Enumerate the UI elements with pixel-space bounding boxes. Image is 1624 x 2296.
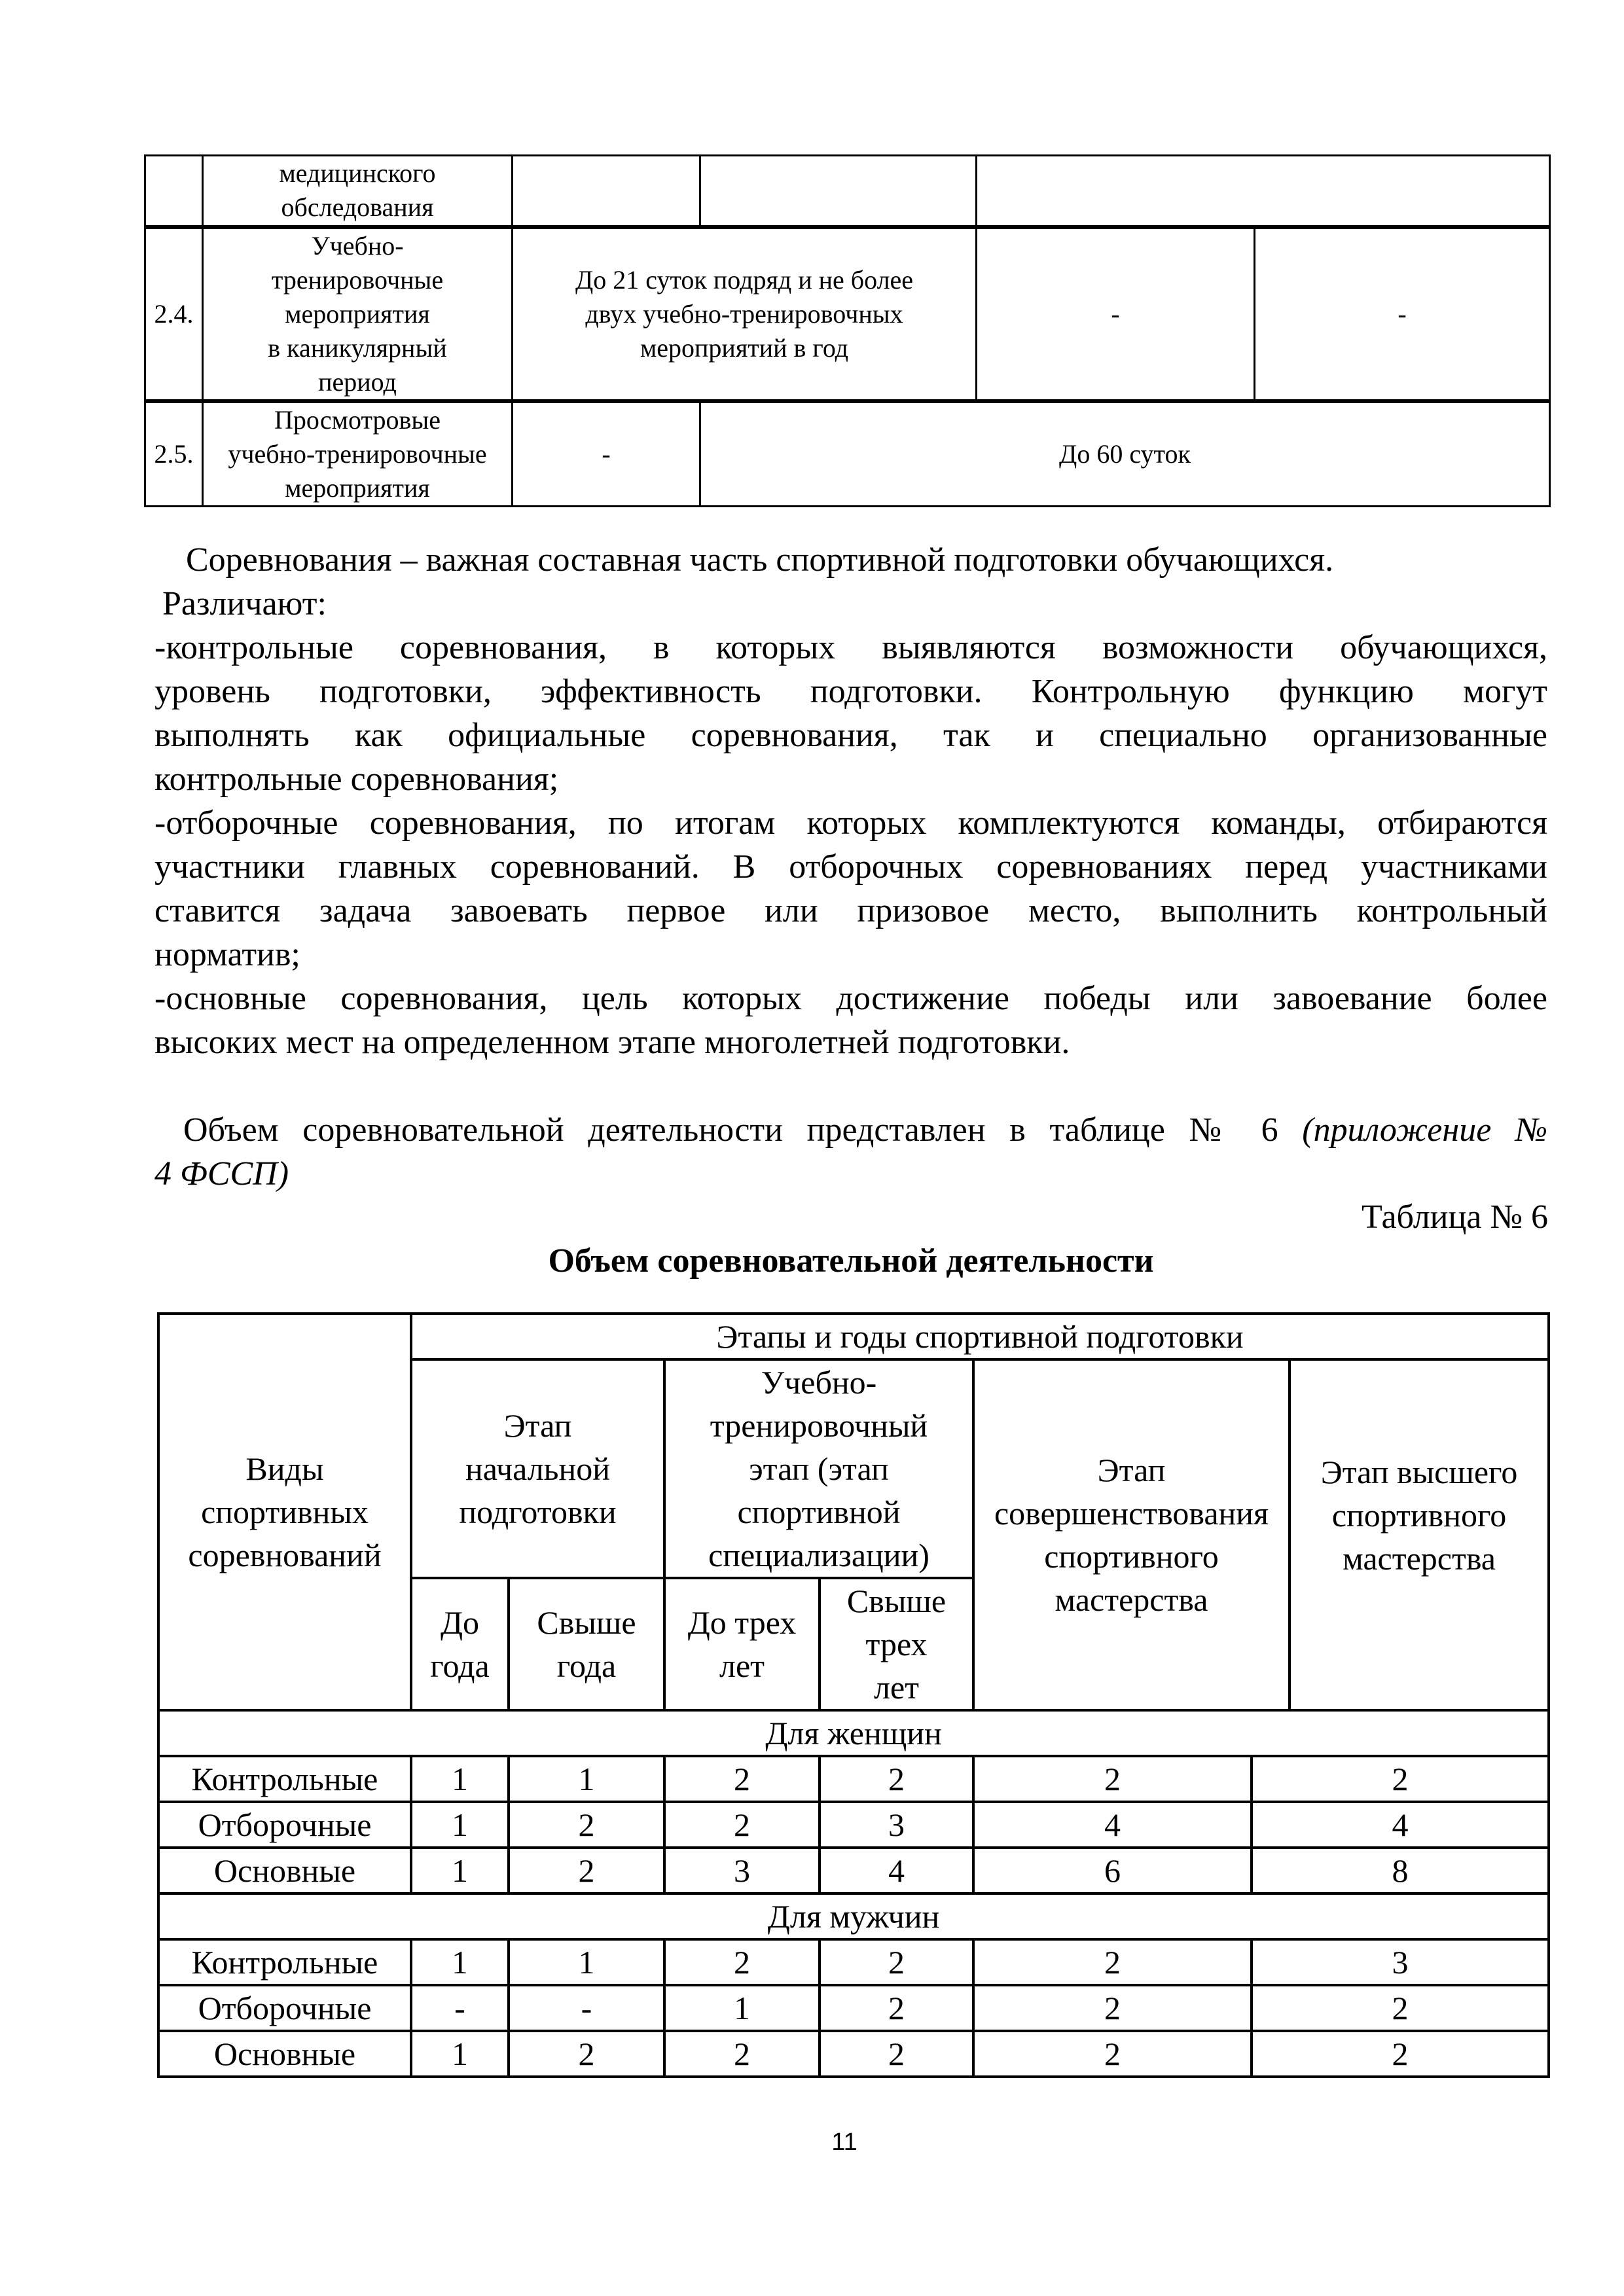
- cell: 2: [664, 1802, 820, 1848]
- paragraph-intro: Соревнования – важная составная часть спортивной подготовки обучающихся.: [186, 541, 1334, 579]
- row-label: Основные: [158, 1848, 411, 1893]
- cell: 2: [664, 1939, 820, 1985]
- cell: 1: [664, 1985, 820, 2031]
- event-name: Учебно- тренировочные мероприятия в каникулярный период: [203, 227, 513, 401]
- row-label: Отборочные: [158, 1802, 411, 1848]
- row-number: 2.4.: [145, 227, 203, 401]
- cell: -: [509, 1985, 664, 2031]
- cell: 2: [509, 1848, 664, 1893]
- section-title: Для мужчин: [158, 1893, 1549, 1939]
- table-label: Таблица № 6: [1361, 1198, 1548, 1236]
- paragraph-control-competitions: -контрольные соревнования, в которых выявляются возможности обучающихся, уровень подготовки, эффективность подготовки. Контрольную функцию могут выполнять как официальные соревнования, так и специально организованные контрольные соревнования;: [154, 629, 1547, 798]
- stage-header-highest: Этап высшего спортивного мастерства: [1290, 1359, 1549, 1710]
- cell: -: [1255, 227, 1550, 401]
- cell: 2: [973, 1985, 1252, 2031]
- cell: -: [411, 1985, 509, 2031]
- cell: [513, 156, 700, 227]
- cell: 2: [1252, 1756, 1549, 1802]
- cell: [700, 156, 977, 227]
- cell: 2: [820, 1756, 973, 1802]
- cell: 2: [820, 2031, 973, 2077]
- cell: 3: [820, 1802, 973, 1848]
- table-row: [158, 1939, 1549, 1985]
- table-title: Объем соревновательной деятельности: [548, 1242, 1154, 1280]
- paragraph-table-reference: Объем соревновательной деятельности представлен в таблице № 6 (приложение № 4 ФССП): [154, 1111, 1548, 1193]
- table-row: [145, 227, 1550, 401]
- section-row-women: [158, 1710, 1549, 1756]
- paragraph-qualifying-competitions: -отборочные соревнования, по итогам которых комплектуются команды, отбираются участники главных соревнований. В отборочных соревнованиях перед участниками ставится задача завоевать первое или призовое место, выполнить контрольный норматив;: [154, 804, 1547, 973]
- cell: 2: [973, 2031, 1252, 2077]
- cell: 3: [1252, 1939, 1549, 1985]
- duration-cell: До 21 суток подряд и не более двух учебно-тренировочных мероприятий в год: [513, 227, 977, 401]
- table-row: [158, 1985, 1549, 2031]
- subheader-over-year: Свыше года: [509, 1578, 664, 1710]
- table-row: [158, 1756, 1549, 1802]
- table-row: [145, 401, 1550, 507]
- cell: [977, 156, 1550, 227]
- section-title: Для женщин: [158, 1710, 1549, 1756]
- cell: 3: [664, 1848, 820, 1893]
- cell: 4: [1252, 1802, 1549, 1848]
- competition-volume-table: [157, 1312, 1550, 2078]
- row-number: [145, 156, 203, 227]
- cell: 1: [411, 1802, 509, 1848]
- cell: 2: [1252, 1985, 1549, 2031]
- cell: 2: [509, 1802, 664, 1848]
- cell: 6: [973, 1848, 1252, 1893]
- cell: 2: [973, 1939, 1252, 1985]
- row-label: Контрольные: [158, 1939, 411, 1985]
- cell: 2: [820, 1985, 973, 2031]
- row-label: Основные: [158, 2031, 411, 2077]
- row-label: Отборочные: [158, 1985, 411, 2031]
- table-row: [158, 2031, 1549, 2077]
- cell: 1: [411, 2031, 509, 2077]
- subheader-up-to-three-years: До трех лет: [664, 1578, 820, 1710]
- cell: -: [977, 227, 1255, 401]
- cell: 1: [509, 1756, 664, 1802]
- row-label: Контрольные: [158, 1756, 411, 1802]
- table-row: [158, 1802, 1549, 1848]
- cell: 2: [973, 1756, 1252, 1802]
- stage-header-improvement: Этап совершенствования спортивного мастерства: [973, 1359, 1290, 1710]
- event-name: медицинского обследования: [203, 156, 513, 227]
- cell: 4: [820, 1848, 973, 1893]
- cell: -: [513, 401, 700, 507]
- row-header: Виды спортивных соревнований: [158, 1314, 411, 1710]
- cell: 2: [664, 1756, 820, 1802]
- cell: 1: [411, 1848, 509, 1893]
- row-number: 2.5.: [145, 401, 203, 507]
- training-events-table: [144, 154, 1551, 507]
- table-row: [145, 156, 1550, 227]
- table-row: [158, 1848, 1549, 1893]
- cell: 4: [973, 1802, 1252, 1848]
- stage-header-training: Учебно- тренировочный этап (этап спортивной специализации): [664, 1359, 973, 1578]
- event-name: Просмотровые учебно-тренировочные мероприятия: [203, 401, 513, 507]
- cell: 2: [1252, 2031, 1549, 2077]
- section-row-men: [158, 1893, 1549, 1939]
- header-row: [158, 1314, 1549, 1359]
- subheader-over-three-years: Свыше трех лет: [820, 1578, 973, 1710]
- cell: 2: [820, 1939, 973, 1985]
- stage-header-initial: Этап начальной подготовки: [411, 1359, 664, 1578]
- paragraph-distinguish: Различают:: [162, 585, 327, 622]
- cell: 8: [1252, 1848, 1549, 1893]
- paragraph-main-competitions: -основные соревнования, цель которых достижение победы или завоевание более высоких мест на определенном этапе многолетней подготовки.: [154, 980, 1547, 1061]
- stages-group-header: Этапы и годы спортивной подготовки: [411, 1314, 1549, 1359]
- cell: 1: [411, 1939, 509, 1985]
- cell: 2: [664, 2031, 820, 2077]
- cell: 2: [509, 2031, 664, 2077]
- duration-cell: До 60 суток: [700, 401, 1550, 507]
- subheader-up-to-year: До года: [411, 1578, 509, 1710]
- cell: 1: [411, 1756, 509, 1802]
- cell: 1: [509, 1939, 664, 1985]
- page-number: 11: [831, 2128, 857, 2156]
